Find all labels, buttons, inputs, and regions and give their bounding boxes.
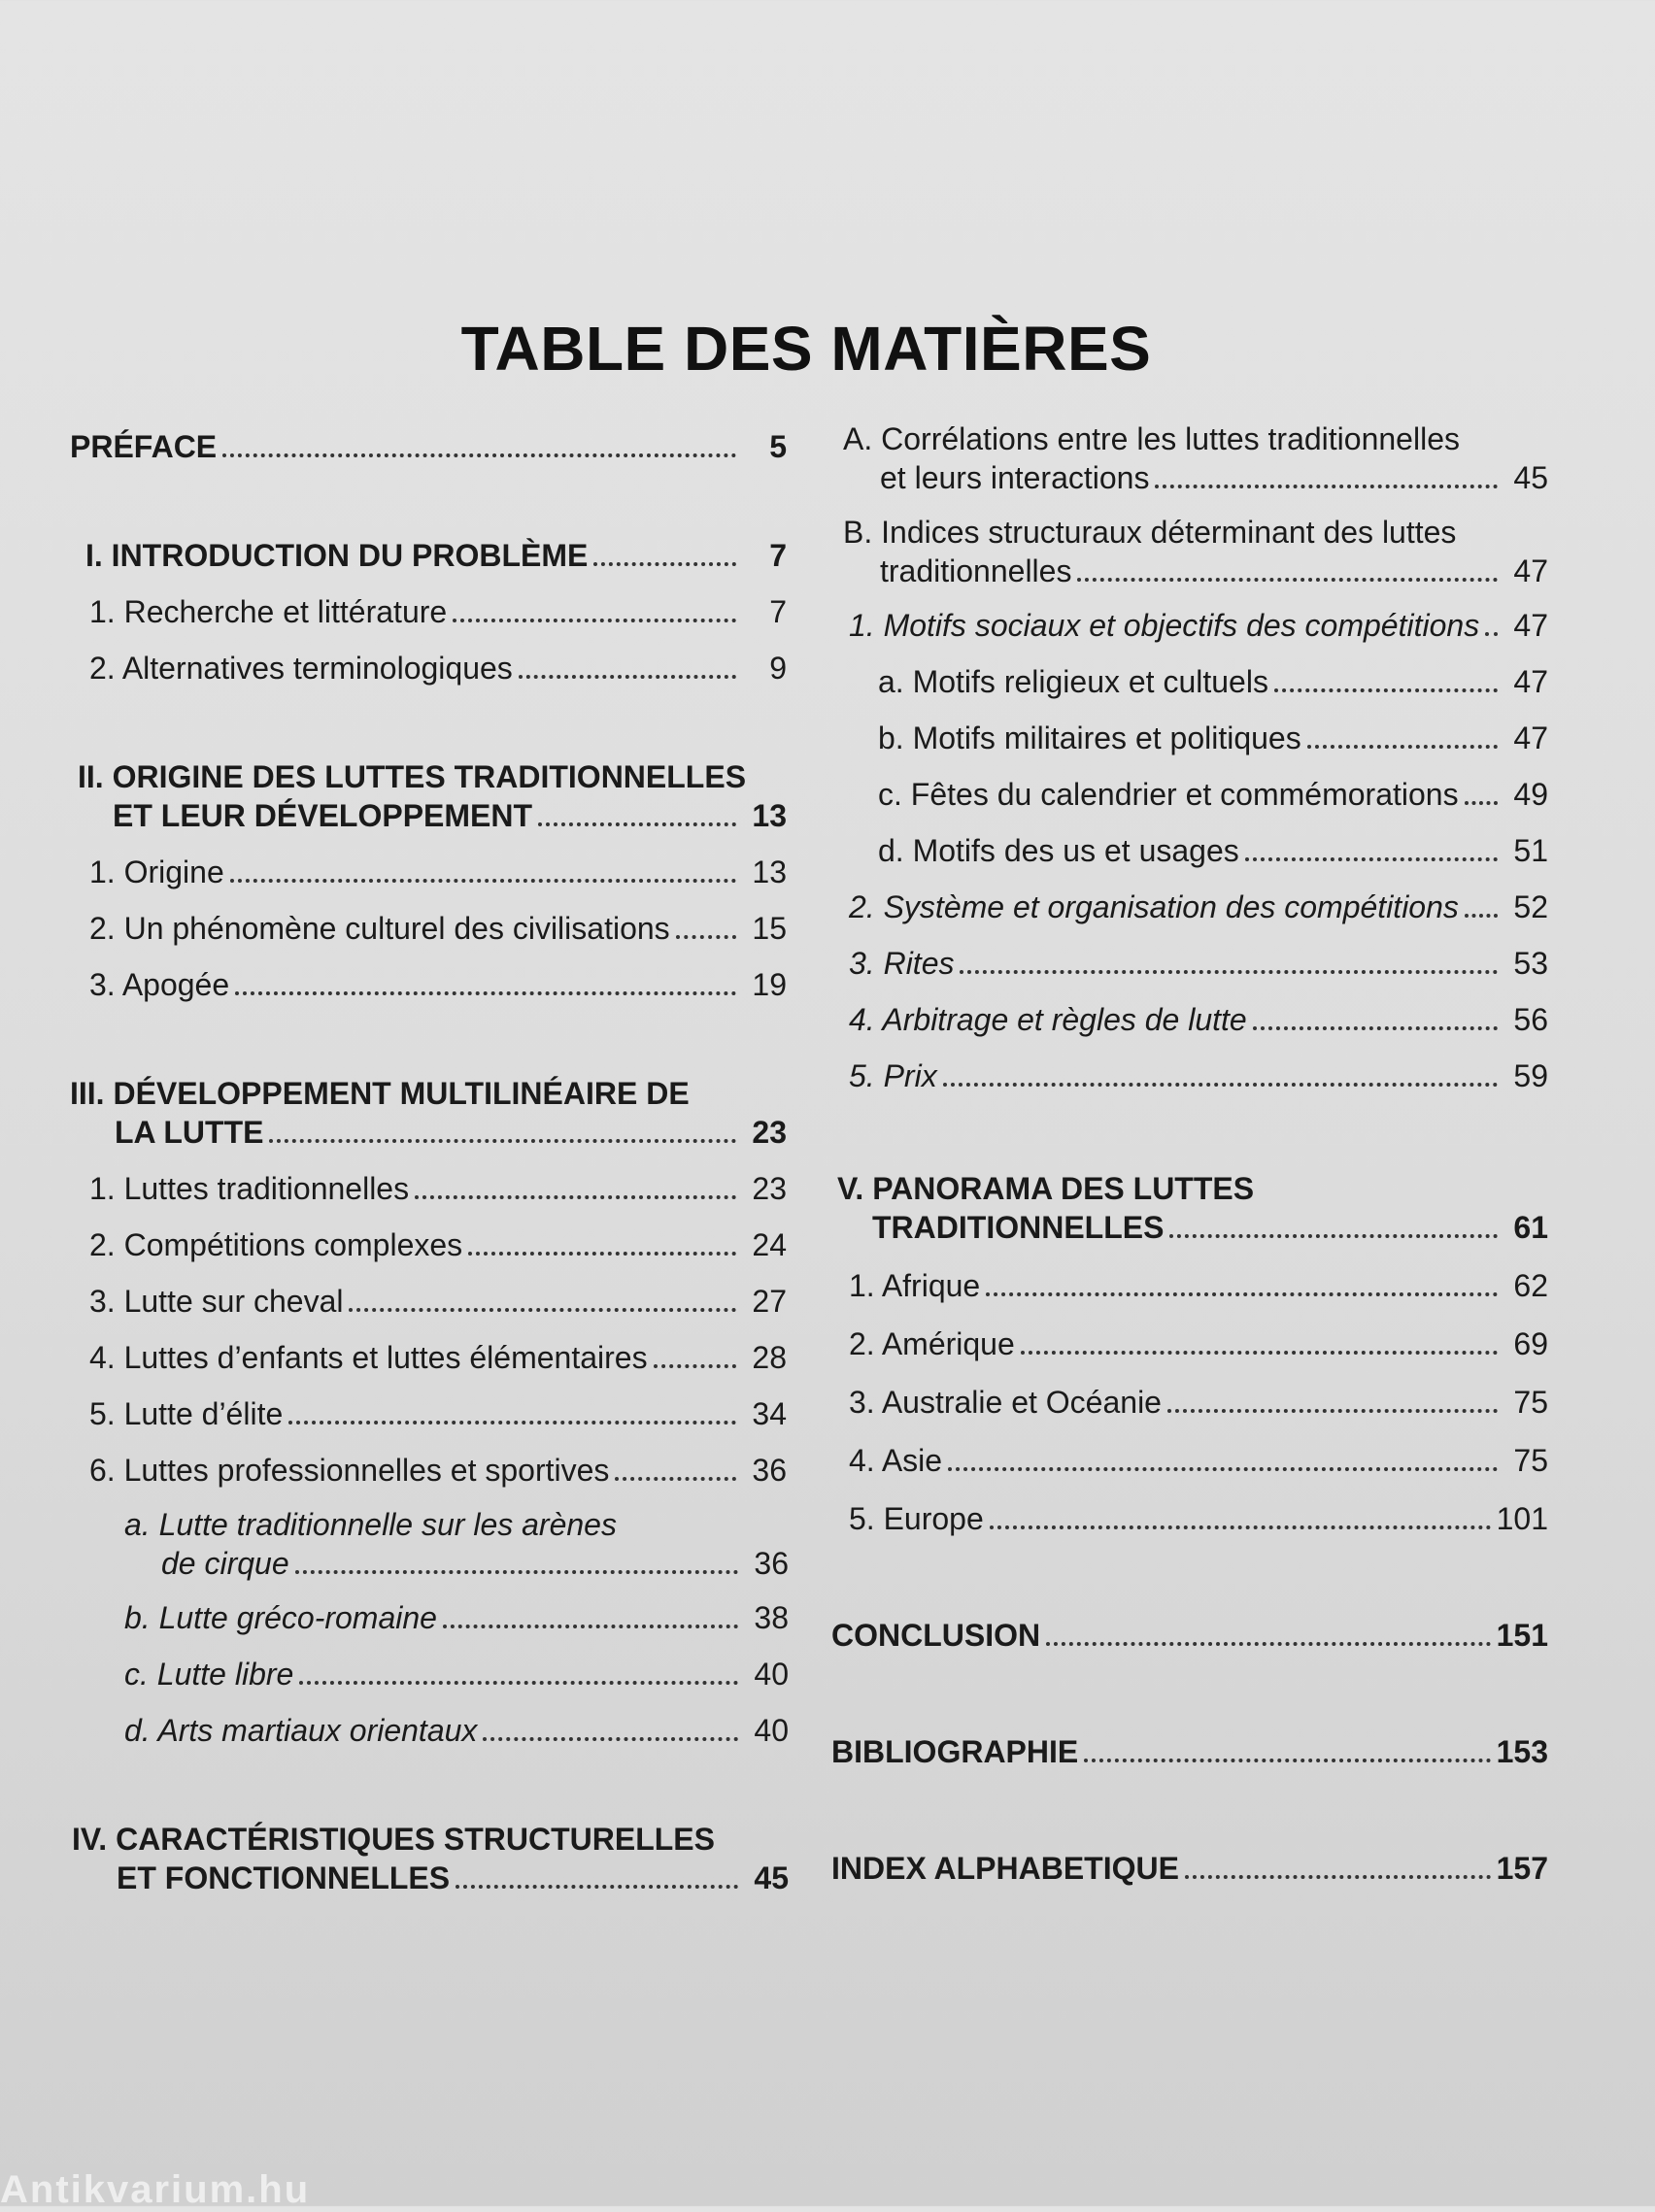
page-title: TABLE DES MATIÈRES bbox=[460, 314, 1152, 384]
entry-label-line1: a. Lutte traditionnelle sur les arènes bbox=[124, 1507, 617, 1542]
toc-entry-2-1[interactable] bbox=[89, 853, 787, 891]
toc-entry-rites-3[interactable] bbox=[849, 944, 1548, 983]
dot-leader bbox=[676, 935, 736, 939]
dot-leader bbox=[269, 1139, 736, 1143]
toc-section-3[interactable] bbox=[70, 1074, 787, 1152]
toc-entry-motifs-1b[interactable] bbox=[878, 719, 1548, 757]
page-number: 40 bbox=[754, 1713, 789, 1748]
dot-leader bbox=[538, 822, 736, 826]
entry-label: I. INTRODUCTION DU PROBLÈME bbox=[85, 538, 589, 573]
toc-entry-motifs-1c[interactable] bbox=[878, 775, 1548, 814]
watermark: Antikvarium.hu bbox=[0, 2168, 311, 2211]
toc-bibliographie[interactable] bbox=[831, 1732, 1548, 1771]
entry-label: 1. Origine bbox=[89, 855, 224, 889]
page-number: 62 bbox=[1513, 1268, 1548, 1303]
toc-section-4[interactable] bbox=[72, 1820, 789, 1897]
toc-entry-5-3[interactable] bbox=[849, 1383, 1548, 1422]
dot-leader bbox=[948, 1467, 1498, 1471]
entry-label: 3. Australie et Océanie bbox=[849, 1385, 1162, 1420]
toc-entry-motifs-1d[interactable] bbox=[878, 831, 1548, 870]
dot-leader bbox=[453, 619, 736, 622]
toc-entry-a[interactable] bbox=[843, 419, 1548, 497]
entry-label: PRÉFACE bbox=[70, 429, 218, 464]
entry-label: 2. Alternatives terminologiques bbox=[89, 651, 513, 686]
toc-entry-5-1[interactable] bbox=[849, 1266, 1548, 1305]
entry-label: 6. Luttes professionnelles et sportives bbox=[89, 1453, 610, 1488]
page-number: 23 bbox=[752, 1115, 787, 1150]
dot-leader bbox=[960, 970, 1498, 974]
toc-entry-3-5[interactable] bbox=[89, 1394, 787, 1433]
toc-entry-motifs-1a[interactable] bbox=[878, 662, 1548, 701]
toc-section-1[interactable] bbox=[85, 536, 787, 575]
dot-leader bbox=[468, 1252, 736, 1256]
entry-label: 2. Compétitions complexes bbox=[89, 1227, 463, 1262]
page-number: 45 bbox=[1513, 460, 1548, 495]
dot-leader bbox=[1465, 914, 1498, 918]
page-number: 40 bbox=[754, 1657, 789, 1692]
entry-label-line1: III. DÉVELOPPEMENT MULTILINÉAIRE DE bbox=[70, 1076, 690, 1111]
page-number: 75 bbox=[1513, 1385, 1548, 1420]
toc-entry-1-2[interactable] bbox=[89, 649, 787, 687]
toc-entry-3-2[interactable] bbox=[89, 1225, 787, 1264]
entry-label: CONCLUSION bbox=[831, 1618, 1041, 1653]
entry-label: d. Arts martiaux orientaux bbox=[124, 1713, 478, 1748]
page-number: 56 bbox=[1513, 1002, 1548, 1037]
entry-label: 3. Apogée bbox=[89, 967, 230, 1002]
toc-entry-5-5[interactable] bbox=[849, 1499, 1548, 1538]
entry-label: 2. Amérique bbox=[849, 1326, 1015, 1361]
dot-leader bbox=[1185, 1875, 1491, 1879]
toc-entry-1-1[interactable] bbox=[89, 592, 787, 631]
dot-leader bbox=[483, 1737, 738, 1741]
entry-label: 3. Lutte sur cheval bbox=[89, 1284, 344, 1319]
dot-leader bbox=[1021, 1351, 1498, 1355]
entry-label: 1. Recherche et littérature bbox=[89, 594, 448, 629]
page-number: 53 bbox=[1513, 946, 1548, 981]
entry-label: 5. Europe bbox=[849, 1501, 984, 1536]
dot-leader bbox=[615, 1477, 736, 1481]
toc-entry-2-3[interactable] bbox=[89, 965, 787, 1004]
dot-leader bbox=[349, 1308, 736, 1312]
page-number: 47 bbox=[1513, 608, 1548, 643]
entry-label: INDEX ALPHABETIQUE bbox=[831, 1851, 1179, 1886]
entry-label: 3. Rites bbox=[849, 946, 955, 981]
entry-label: 1. Motifs sociaux et objectifs des compétitions bbox=[849, 608, 1480, 643]
entry-label: 4. Asie bbox=[849, 1443, 943, 1478]
dot-leader bbox=[415, 1195, 736, 1199]
toc-entry-systeme-2[interactable] bbox=[849, 888, 1548, 926]
entry-label-line2: traditionnelles bbox=[880, 553, 1072, 588]
entry-label: 5. Prix bbox=[849, 1058, 937, 1093]
dot-leader bbox=[1167, 1409, 1498, 1413]
page-number: 34 bbox=[752, 1396, 787, 1431]
entry-label: 2. Un phénomène culturel des civilisations bbox=[89, 911, 670, 946]
page-number: 36 bbox=[754, 1546, 789, 1581]
toc-section-5[interactable] bbox=[837, 1169, 1548, 1247]
dot-leader bbox=[1245, 857, 1498, 861]
toc-entry-3-6d[interactable] bbox=[124, 1711, 789, 1750]
entry-label: c. Fêtes du calendrier et commémorations bbox=[878, 777, 1459, 812]
page-number: 151 bbox=[1496, 1618, 1548, 1653]
dot-leader bbox=[654, 1364, 736, 1368]
toc-entry-prix-5[interactable] bbox=[849, 1056, 1548, 1095]
page-number: 61 bbox=[1513, 1210, 1548, 1245]
page-number: 75 bbox=[1513, 1443, 1548, 1478]
dot-leader bbox=[593, 562, 736, 566]
page-number: 13 bbox=[752, 798, 787, 833]
entry-label: 2. Système et organisation des compétitions bbox=[849, 889, 1459, 924]
entry-label: 1. Afrique bbox=[849, 1268, 981, 1303]
toc-preface[interactable] bbox=[70, 427, 787, 466]
page-number: 52 bbox=[1513, 889, 1548, 924]
entry-label-line1: V. PANORAMA DES LUTTES bbox=[837, 1171, 1255, 1206]
dot-leader bbox=[1485, 632, 1498, 636]
entry-label-line2: de cirque bbox=[161, 1546, 289, 1581]
page-number: 7 bbox=[769, 538, 787, 573]
dot-leader bbox=[443, 1625, 738, 1628]
dot-leader bbox=[1169, 1234, 1498, 1238]
page-number: 45 bbox=[754, 1860, 789, 1895]
dot-leader bbox=[1084, 1759, 1490, 1762]
entry-label: a. Motifs religieux et cultuels bbox=[878, 664, 1268, 699]
dot-leader bbox=[1155, 485, 1498, 488]
toc-entry-motifs-1[interactable] bbox=[849, 606, 1548, 645]
dot-leader bbox=[1046, 1642, 1491, 1646]
dot-leader bbox=[230, 879, 736, 883]
page-number: 69 bbox=[1513, 1326, 1548, 1361]
dot-leader bbox=[235, 991, 736, 995]
entry-label: 5. Lutte d’élite bbox=[89, 1396, 284, 1431]
entry-label-line1: II. ORIGINE DES LUTTES TRADITIONNELLES bbox=[78, 759, 747, 794]
dot-leader bbox=[295, 1570, 738, 1574]
toc-section-2[interactable] bbox=[78, 757, 787, 835]
toc-entry-2-2[interactable] bbox=[89, 909, 787, 948]
dot-leader bbox=[299, 1681, 738, 1685]
page-number: 153 bbox=[1496, 1734, 1548, 1769]
page-number: 15 bbox=[752, 911, 787, 946]
page-number: 27 bbox=[752, 1284, 787, 1319]
dot-leader bbox=[222, 453, 736, 457]
page-number: 23 bbox=[752, 1171, 787, 1206]
toc-entry-arbitrage-4[interactable] bbox=[849, 1000, 1548, 1039]
entry-label: BIBLIOGRAPHIE bbox=[831, 1734, 1079, 1769]
toc-entry-5-2[interactable] bbox=[849, 1324, 1548, 1363]
entry-label-line2: et leurs interactions bbox=[880, 460, 1150, 495]
toc-entry-5-4[interactable] bbox=[849, 1441, 1548, 1480]
page-number: 49 bbox=[1513, 777, 1548, 812]
dot-leader bbox=[990, 1525, 1491, 1529]
dot-leader bbox=[986, 1292, 1498, 1296]
page-number: 38 bbox=[754, 1600, 789, 1635]
page-number: 5 bbox=[769, 429, 787, 464]
page-number: 7 bbox=[769, 594, 787, 629]
entry-label: b. Motifs militaires et politiques bbox=[878, 721, 1301, 755]
toc-entry-3-6[interactable] bbox=[89, 1451, 787, 1490]
entry-label-line2: TRADITIONNELLES bbox=[872, 1210, 1165, 1245]
dot-leader bbox=[1274, 688, 1498, 692]
dot-leader bbox=[288, 1421, 736, 1424]
dot-leader bbox=[1465, 801, 1498, 805]
dot-leader bbox=[1253, 1026, 1498, 1030]
entry-label-line2: LA LUTTE bbox=[115, 1115, 264, 1150]
entry-label-line1: A. Corrélations entre les luttes traditionnelles bbox=[843, 421, 1460, 456]
page-number: 47 bbox=[1513, 553, 1548, 588]
entry-label-line1: IV. CARACTÉRISTIQUES STRUCTURELLES bbox=[72, 1822, 715, 1857]
toc-conclusion[interactable] bbox=[831, 1616, 1548, 1655]
page-number: 59 bbox=[1513, 1058, 1548, 1093]
page-number: 9 bbox=[769, 651, 787, 686]
toc-entry-3-4[interactable] bbox=[89, 1338, 787, 1377]
page-number: 47 bbox=[1513, 721, 1548, 755]
dot-leader bbox=[943, 1083, 1498, 1087]
entry-label-line2: ET LEUR DÉVELOPPEMENT bbox=[113, 798, 533, 833]
page-number: 36 bbox=[752, 1453, 787, 1488]
page-number: 19 bbox=[752, 967, 787, 1002]
dot-leader bbox=[519, 675, 736, 679]
entry-label-line1: B. Indices structuraux déterminant des luttes bbox=[843, 515, 1457, 550]
entry-label: b. Lutte gréco-romaine bbox=[124, 1600, 437, 1635]
toc-entry-3-6c[interactable] bbox=[124, 1655, 789, 1693]
toc-entry-3-6a[interactable] bbox=[124, 1505, 789, 1583]
toc-entry-b[interactable] bbox=[843, 513, 1548, 590]
page-number: 47 bbox=[1513, 664, 1548, 699]
toc-entry-3-1[interactable] bbox=[89, 1169, 787, 1208]
entry-label-line2: ET FONCTIONNELLES bbox=[117, 1860, 451, 1895]
page-number: 51 bbox=[1513, 833, 1548, 868]
dot-leader bbox=[1307, 745, 1498, 749]
page-number: 13 bbox=[752, 855, 787, 889]
toc-entry-3-3[interactable] bbox=[89, 1282, 787, 1321]
page-number: 24 bbox=[752, 1227, 787, 1262]
entry-label: 4. Luttes d’enfants et luttes élémentaires bbox=[89, 1340, 648, 1375]
page-number: 28 bbox=[752, 1340, 787, 1375]
entry-label: 1. Luttes traditionnelles bbox=[89, 1171, 410, 1206]
entry-label: c. Lutte libre bbox=[124, 1657, 294, 1692]
toc-index[interactable] bbox=[831, 1849, 1548, 1888]
page-number: 101 bbox=[1496, 1501, 1548, 1536]
toc-entry-3-6b[interactable] bbox=[124, 1598, 789, 1637]
page-number: 157 bbox=[1496, 1851, 1548, 1886]
dot-leader bbox=[1077, 578, 1498, 582]
entry-label: 4. Arbitrage et règles de lutte bbox=[849, 1002, 1247, 1037]
dot-leader bbox=[456, 1885, 738, 1889]
entry-label: d. Motifs des us et usages bbox=[878, 833, 1239, 868]
